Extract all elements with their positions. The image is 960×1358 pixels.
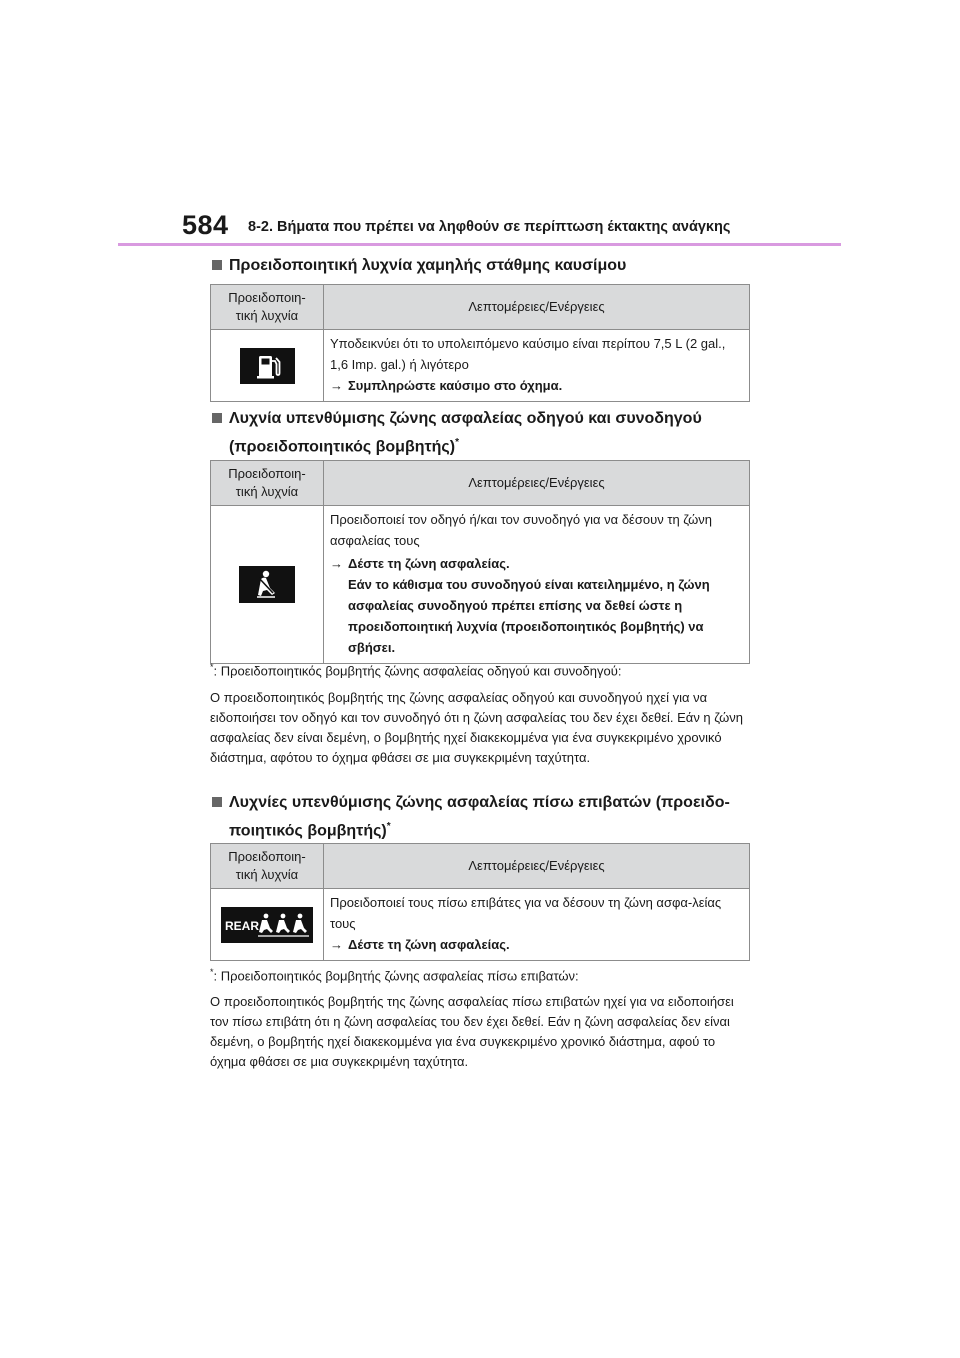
table-header-row — [211, 461, 750, 506]
action-text: Δέστε τη ζώνη ασφαλείας. — [348, 556, 510, 571]
footnote-rear: *: Προειδοποιητικός βομβητής ζώνης ασφαλείας πίσω επιβατών: — [210, 967, 579, 984]
footnote-front: *: Προειδοποιητικός βομβητής ζώνης ασφαλείας οδηγού και συνοδηγού: — [210, 662, 622, 679]
table-header-row — [211, 285, 750, 330]
column-header-details: Λεπτομέρειες/Ενέργειες — [324, 844, 750, 889]
square-bullet-icon — [212, 413, 222, 423]
icon-cell — [211, 889, 324, 961]
seatbelt-reminder-icon — [239, 566, 295, 603]
square-bullet-icon — [212, 797, 222, 807]
table-row — [211, 889, 750, 961]
section-heading-front-seatbelt: Λυχνία υπενθύμισης ζώνης ασφαλείας οδηγού και συνοδηγού (προειδοποιητικός βομβητής)* — [212, 407, 752, 459]
arrow-icon: → — [330, 378, 343, 393]
arrow-icon: → — [330, 556, 343, 571]
column-header-light: Προειδοποιη- τική λυχνία — [211, 461, 324, 506]
table-header-row — [211, 844, 750, 889]
icon-cell — [211, 330, 324, 402]
header-rule — [118, 243, 841, 246]
column-header-light: Προειδοποιη- τική λυχνία — [211, 285, 324, 330]
details-text: Υποδεικνύει ότι το υπολειπόμενο καύσιμο είναι περίπου 7,5 L (2 gal., 1,6 Imp. gal.) ή λιγότερο — [330, 336, 726, 372]
column-header-details: Λεπτομέρειες/Ενέργειες — [324, 461, 750, 506]
rear-label: REAR — [225, 918, 260, 933]
page-number: 584 — [182, 210, 229, 240]
column-header-light: Προειδοποιη- τική λυχνία — [211, 844, 324, 889]
details-text: Προειδοποιεί τον οδηγό ή/και τον συνοδηγό για να δέσουν τη ζώνη ασφαλείας τους — [330, 512, 713, 548]
details-cell — [324, 506, 750, 664]
action-line — [330, 934, 743, 955]
action-note: Εάν το κάθισμα του συνοδηγού είναι κατειλημμένο, η ζώνη ασφαλείας συνοδηγού πρέπει επίσης να δεθεί ώστε η προειδοποιητική λυχνία (προειδοποιητικός βομβητής) να σβήσει. — [348, 577, 710, 655]
arrow-icon: → — [330, 937, 343, 952]
front-seatbelt-table — [210, 460, 750, 664]
action-text: Δέστε τη ζώνη ασφαλείας. — [348, 937, 510, 952]
rear-seatbelt-reminder-icon — [221, 907, 313, 943]
chapter-title: 8-2. Βήματα που πρέπει να ληφθούν σε περίπτωση έκτακτης ανάγκης — [248, 219, 731, 235]
footnote-marker: * — [386, 821, 391, 832]
fuel-pump-icon — [240, 348, 295, 384]
action-line — [330, 553, 743, 658]
paragraph-rear-buzzer: Ο προειδοποιητικός βομβητής της ζώνης ασφαλείας πίσω επιβατών ηχεί για να ειδοποιήσει τον πίσω επιβάτη ότι η ζώνη ασφαλείας του δεν έχει δεθεί. Εάν η ζώνη ασφαλείας δεν είναι δεμένη, ο βομβητής ηχεί διακεκομμένα για ένα συγκεκριμένο χρονικό διάστημα, αφού το όχημα φθάσει σε μια συγκεκριμένη ταχύτητα. — [210, 994, 734, 1069]
rear-seatbelt-table — [210, 843, 750, 961]
footnote-marker: * — [455, 437, 459, 448]
table-row — [211, 330, 750, 402]
action-line — [330, 375, 743, 396]
icon-cell — [211, 506, 324, 664]
column-header-details: Λεπτομέρειες/Ενέργειες — [324, 285, 750, 330]
details-cell — [324, 889, 750, 961]
table-row — [211, 506, 750, 664]
low-fuel-table — [210, 284, 750, 402]
paragraph-front-buzzer: Ο προειδοποιητικός βομβητής της ζώνης ασφαλείας οδηγού και συνοδηγού ηχεί για να ειδοποιήσει τον οδηγό και τον συνοδηγό ότι η ζώνη ασφαλείας του δεν έχει δεθεί. Εάν η ζώνη ασφαλείας δεν είναι δεμένη, ο βομβητής ηχεί διακεκομμένα για ένα συγκεκριμένο χρονικό διάστημα, αφότου το όχημα φθάσει σε μια συγκεκριμένη ταχύτητα. — [210, 690, 744, 765]
section-heading-low-fuel: Προειδοποιητική λυχνία χαμηλής στάθμης καυσίμου — [212, 254, 752, 278]
section-heading-rear-seatbelt: Λυχνίες υπενθύμισης ζώνης ασφαλείας πίσω επιβατών (προειδο-ποιητικός βομβητής)* — [212, 791, 752, 843]
square-bullet-icon — [212, 260, 222, 270]
details-text: Προειδοποιεί τους πίσω επιβάτες για να δέσουν τη ζώνη ασφα-λείας τους — [330, 895, 722, 931]
details-cell — [324, 330, 750, 402]
action-text: Συμπληρώστε καύσιμο στο όχημα. — [348, 378, 563, 393]
